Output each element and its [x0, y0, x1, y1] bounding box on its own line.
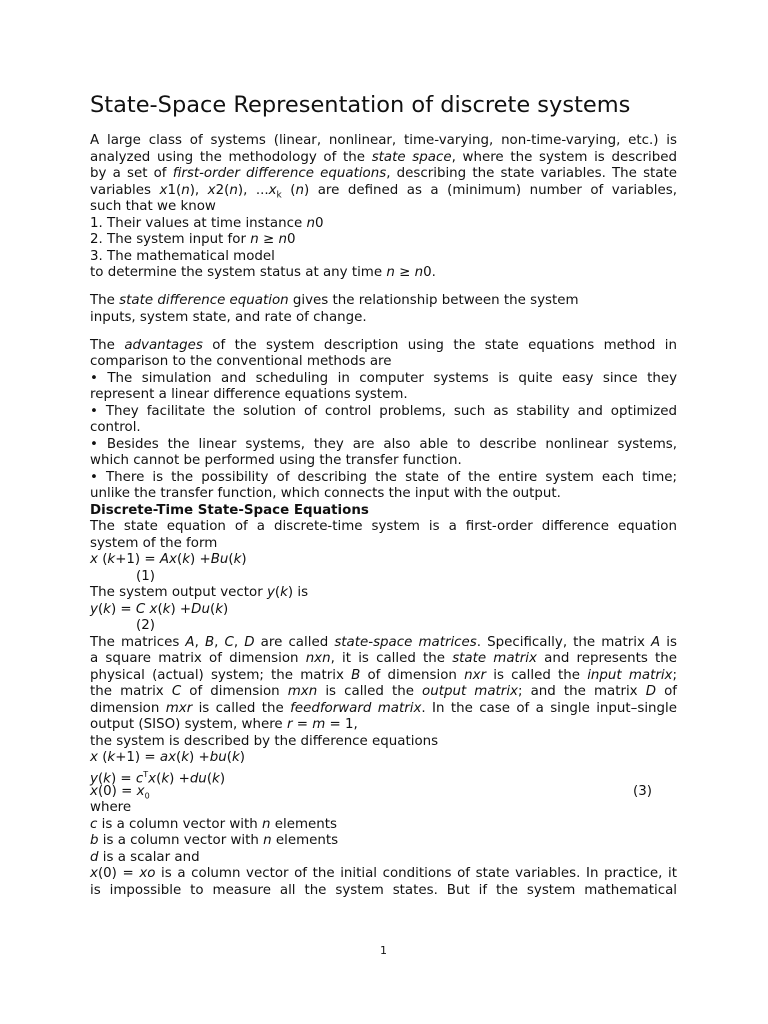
paragraph-line: The matrices A, B, C, D are called state-space matrices. Specifically, the matrix A is — [90, 635, 678, 650]
paragraph-line: to determine the system status at any time n ≥ n0. — [90, 265, 436, 280]
paragraph-line: where — [90, 800, 132, 815]
paragraph-line: x(0) = xo is a column vector of the initial conditions of state variables. In practice, it — [90, 866, 677, 881]
paragraph-line: The state difference equation gives the relationship between the system — [90, 293, 579, 308]
bullet-item: • There is the possibility of describing the state of the entire system each time; — [90, 470, 677, 485]
paragraph-line: is impossible to measure all the system states. But if the system mathematical — [90, 883, 677, 898]
equation: x (k+1) = ax(k) +bu(k) — [90, 750, 245, 765]
bullet-item: • Besides the linear systems, they are also able to describe nonlinear systems, — [90, 437, 677, 452]
bullet-item: unlike the transfer function, which connects the input with the output. — [90, 486, 561, 501]
page-title: State-Space Representation of discrete systems — [90, 92, 631, 118]
paragraph-line: c is a column vector with n elements — [90, 817, 337, 832]
paragraph-line: variables x1(n), x2(n), $...x_k$ (n) are defined as a (minimum) number of variables, — [90, 183, 677, 201]
paragraph-line: by a set of first-order difference equations, describing the state variables. The state — [90, 166, 677, 181]
bullet-item: which cannot be performed using the transfer function. — [90, 453, 462, 468]
paragraph-line: inputs, system state, and rate of change. — [90, 310, 367, 325]
paragraph-line: The system output vector y(k) is — [90, 585, 309, 600]
equation: x (k+1) = Ax(k) +Bu(k) — [90, 552, 247, 567]
paragraph-line: d is a scalar and — [90, 850, 200, 865]
bullet-item: • They facilitate the solution of control problems, such as stability and optimized — [90, 404, 677, 419]
bullet-item: control. — [90, 420, 141, 435]
paragraph-line: dimension mxr is called the feedforward matrix. In the case of a single input–single — [90, 701, 677, 716]
bullet-item: represent a linear difference equations system. — [90, 387, 408, 402]
page-number: 1 — [380, 944, 387, 957]
paragraph-line: A large class of systems (linear, nonlinear, time-varying, non-time-varying, etc.) is — [90, 133, 677, 148]
section-heading: Discrete-Time State-Space Equations — [90, 503, 369, 518]
equation: $y(k) = c^Tx(k) +du(k)$ — [90, 770, 226, 787]
paragraph-line: b is a column vector with n elements — [90, 833, 339, 848]
paragraph-line: analyzed using the methodology of the state space, where the system is described — [90, 150, 677, 165]
list-item: 3. The mathematical model — [90, 249, 275, 264]
equation: $x(0) = x_0$ — [90, 784, 150, 801]
list-item: 1. Their values at time instance n0 — [90, 216, 324, 231]
paragraph-line: comparison to the conventional methods are — [90, 354, 392, 369]
paragraph-line: output (SISO) system, where r = m = 1, — [90, 717, 358, 732]
paragraph-line: The advantages of the system description using the state equations method in — [90, 338, 677, 353]
equation-number: (3) — [633, 784, 652, 799]
equation-number: (1) — [136, 569, 155, 584]
equation: y(k) = C x(k) +Du(k) — [90, 602, 229, 617]
list-item: 2. The system input for n ≥ n0 — [90, 232, 296, 247]
paragraph-line: The state equation of a discrete-time system is a first-order difference equation — [90, 519, 677, 534]
equation-number: (2) — [136, 618, 155, 633]
paragraph-line: physical (actual) system; the matrix B of dimension nxr is called the input matrix; — [90, 668, 678, 683]
paragraph-line: the matrix C of dimension mxn is called the output matrix; and the matrix D of — [90, 684, 678, 699]
paragraph-line: such that we know — [90, 199, 216, 214]
bullet-item: • The simulation and scheduling in computer systems is quite easy since they — [90, 371, 677, 386]
paragraph-line: system of the form — [90, 536, 218, 551]
paragraph-line: a square matrix of dimension nxn, it is called the state matrix and represents the — [90, 651, 678, 666]
paragraph-line: the system is described by the difference equations — [90, 734, 439, 749]
